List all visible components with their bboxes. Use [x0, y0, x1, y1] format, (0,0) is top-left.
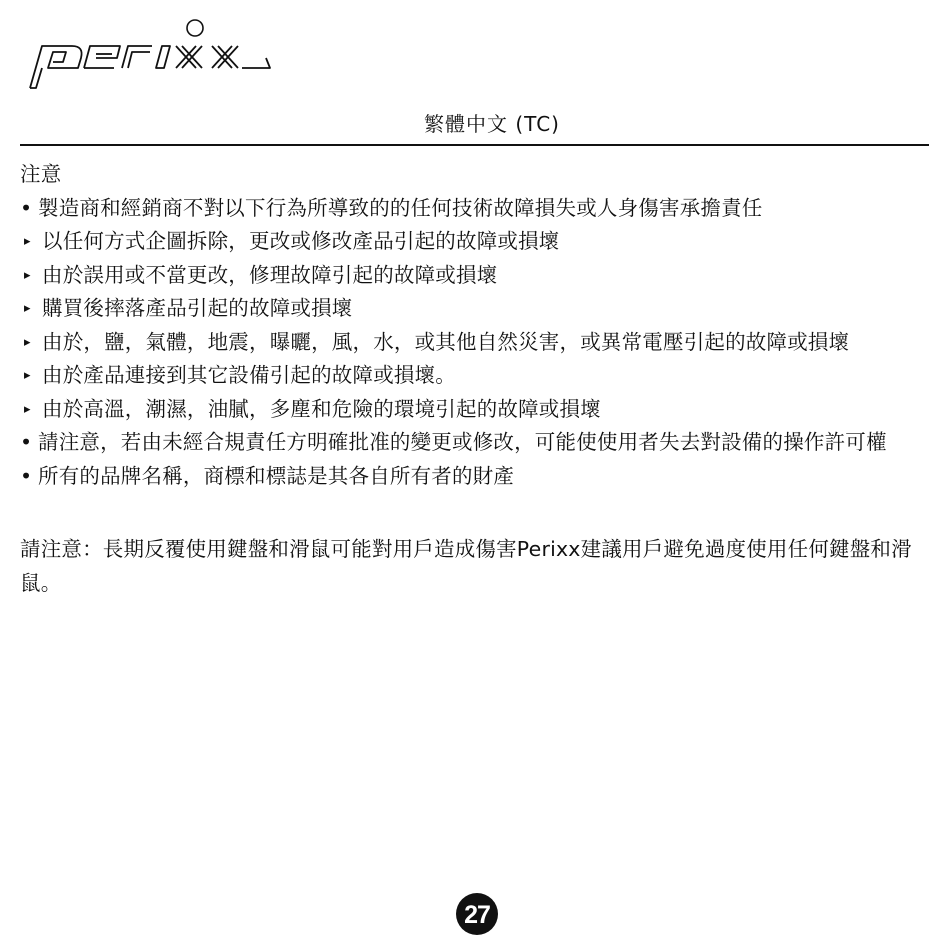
sub-marker: ▸ — [24, 301, 31, 316]
sub-item — [20, 225, 930, 259]
page-number-badge — [455, 892, 499, 936]
header-divider — [20, 144, 929, 146]
bullet-text: 製造商和經銷商不對以下行為所導致的的任何技術故障損失或人身傷害承擔責任 — [38, 195, 763, 220]
language-title: 繁體中文 (TC) — [424, 112, 560, 136]
sub-item-text: 以任何方式企圖拆除，更改或修改產品引起的故障或損壞 — [42, 229, 560, 253]
bullet-marker: • — [20, 463, 33, 488]
sub-marker: ▸ — [24, 234, 31, 249]
sub-item-text: 由於高溫，潮濕，油膩，多塵和危險的環境引起的故障或損壞 — [42, 396, 601, 421]
sub-marker: ▸ — [24, 401, 31, 417]
sub-item-text: 由於誤用或不當更改，修理故障引起的故障或損壞 — [42, 262, 498, 287]
page-number: 27 — [464, 901, 490, 929]
bullet-marker: • — [20, 195, 33, 220]
sub-item-text: 購買後摔落產品引起的故障或損壞 — [42, 296, 353, 320]
sub-marker: ▸ — [24, 267, 31, 283]
notice-section — [20, 158, 930, 600]
bullet-item — [20, 460, 930, 494]
sub-marker: ▸ — [24, 368, 31, 383]
bullet-item — [20, 192, 930, 226]
bullet-text: 所有的品牌名稱，商標和標誌是其各自所有者的財產 — [38, 463, 515, 488]
health-warning: 請注意：長期反覆使用鍵盤和滑鼠可能對用戶造成傷害Perixx建議用戶避免過度使用任何鍵盤和滑鼠。 — [20, 537, 912, 595]
bullet-marker: • — [20, 430, 33, 454]
bullet-text: 請注意，若由未經合規責任方明確批准的變更或修改，可能使使用者失去對設備的操作許可權 — [38, 430, 887, 454]
sub-marker: ▸ — [24, 334, 31, 350]
sub-item-text: 由於產品連接到其它設備引起的故障或損壞。 — [42, 363, 456, 387]
spacer — [20, 493, 930, 533]
sub-item-text: 由於，鹽，氣體，地震，曝曬，風，水，或其他自然災害，或異常電壓引起的故障或損壞 — [42, 329, 850, 354]
sub-item — [20, 326, 930, 360]
notice-heading: 注意 — [20, 162, 62, 186]
sub-item — [20, 393, 930, 427]
bullet-item — [20, 426, 930, 460]
sub-item — [20, 259, 930, 293]
sub-item — [20, 292, 930, 326]
perixx-logo — [20, 18, 272, 90]
sub-item — [20, 359, 930, 393]
